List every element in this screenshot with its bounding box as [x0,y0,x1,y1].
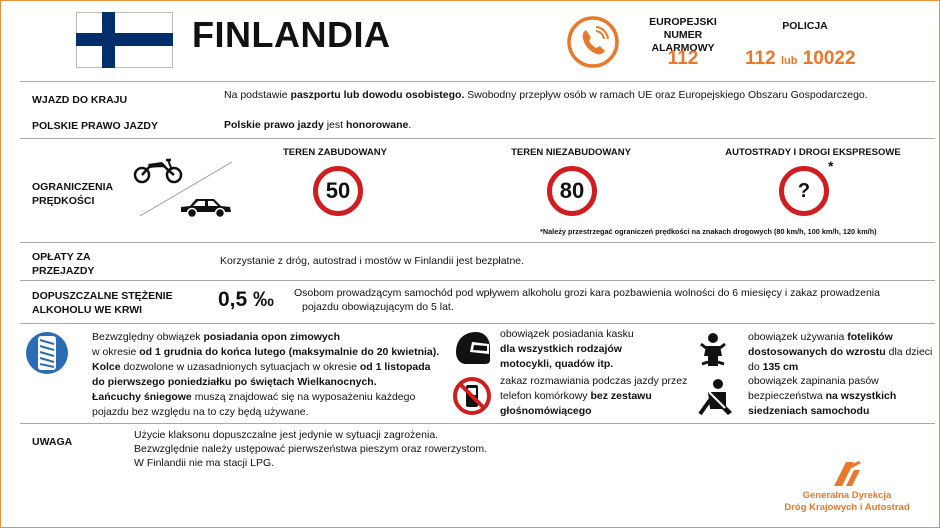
divider [20,280,935,281]
license-label: POLSKIE PRAWO JAZDY [32,120,159,132]
police-numbers: 112 lub 10022 [745,48,856,69]
car-icon [178,196,234,220]
speed-sign-80: 80 [547,166,597,216]
divider [20,138,935,139]
seatbelt-icon [696,378,736,416]
divider [20,242,935,243]
gddkia-logo-icon [832,460,862,488]
helmet-icon [452,330,492,366]
speed-sign-motorway: ? [779,166,829,216]
zone-built-up-title: TEREN ZABUDOWANY [283,147,387,158]
speed-note: *Należy przestrzegać ograniczeń prędkości na znakach drogowych (80 km/h, 100 km/h, 120 km/h) [540,227,877,236]
entry-label: WJAZD DO KRAJU [32,94,128,106]
police-label: POLICJA [782,20,828,32]
asterisk: * [828,158,834,174]
emergency-number: 112 [667,48,699,69]
child-seat-text: obowiązek używania fotelików dostosowanych do wzrostu dla dzieci do 135 cm [748,331,933,373]
divider [20,423,935,424]
phone-text: zakaz rozmawiania podczas jazdy przez telefon komórkowy bez zestawu głośnomówiącego [500,375,688,417]
alcohol-label: DOPUSZCZALNE STĘŻENIE ALKOHOLU WE KRWI [32,290,173,316]
zone-rural-title: TEREN NIEZABUDOWANY [511,147,631,158]
winter-text: Bezwzględny obwiązek posiadania opon zimowych w okresie od 1 grudnia do końca lutego (maksymalnie do 20 kwietnia). Kolce dozwolone w uzasadnionych sytuacjach w okresie od 1 listopada do pierwszego poniedziałku po świętach Wielkanocnych. Łańcuchy śniegowe muszą znajdować się na wyposażeniu każdego pojazdu bez względu na to czy będą używane. [92,331,440,418]
emergency-label: EUROPEJSKI NUMER ALARMOWY [649,16,717,54]
alcohol-text: Osobom prowadzącym samochód pod wpływem alkoholu grozi kara pozbawienia wolności do 6 miesięcy i zakaz prowadzenia pojazdu obowiązującym do 5 lat. [294,287,880,313]
entry-text: Na podstawie paszportu lub dowodu osobistego. Swobodny przepływ osób w ramach UE oraz Europejskiego Obszaru Gospodarczego. [224,89,868,101]
alcohol-limit: 0,5 ‰ [218,288,275,311]
gddkia-logo-text: Generalna Dyrekcja Dróg Krajowych i Autostrad [784,490,910,513]
divider [20,81,935,82]
tolls-label: OPŁATY ZA PRZEJAZDY [32,251,95,277]
no-phone-icon [452,376,492,416]
notes-text: Użycie klaksonu dopuszczalne jest jedynie w sytuacji zagrożenia. Bezwzględnie należy ustępować pierwszeństwa pieszym oraz rowerzystom. W Finlandii nie ma stacji LPG. [134,429,488,469]
tolls-text: Korzystanie z dróg, autostrad i mostów w Finlandii jest bezpłatne. [220,255,525,267]
country-title: FINLANDIA [192,14,391,55]
winter-tyre-icon [24,330,70,376]
speed-sign-50: 50 [313,166,363,216]
seatbelt-text: obowiązek zapinania pasów bezpieczeństwa na wszystkich siedzeniach samochodu [748,375,897,417]
speed-label: OGRANICZENIA PRĘDKOŚCI [32,181,114,207]
child-seat-icon [698,332,728,368]
license-text: Polskie prawo jazdy jest honorowane. [224,119,412,131]
divider [20,323,935,324]
finland-flag-icon [76,12,173,68]
phone-icon [566,15,620,69]
helmet-text: obowiązek posiadania kasku dla wszystkich rodzajów motocykli, quadów itp. [500,328,634,370]
zone-motorway-title: AUTOSTRADY I DROGI EKSPRESOWE [725,147,901,158]
notes-label: UWAGA [32,436,73,448]
